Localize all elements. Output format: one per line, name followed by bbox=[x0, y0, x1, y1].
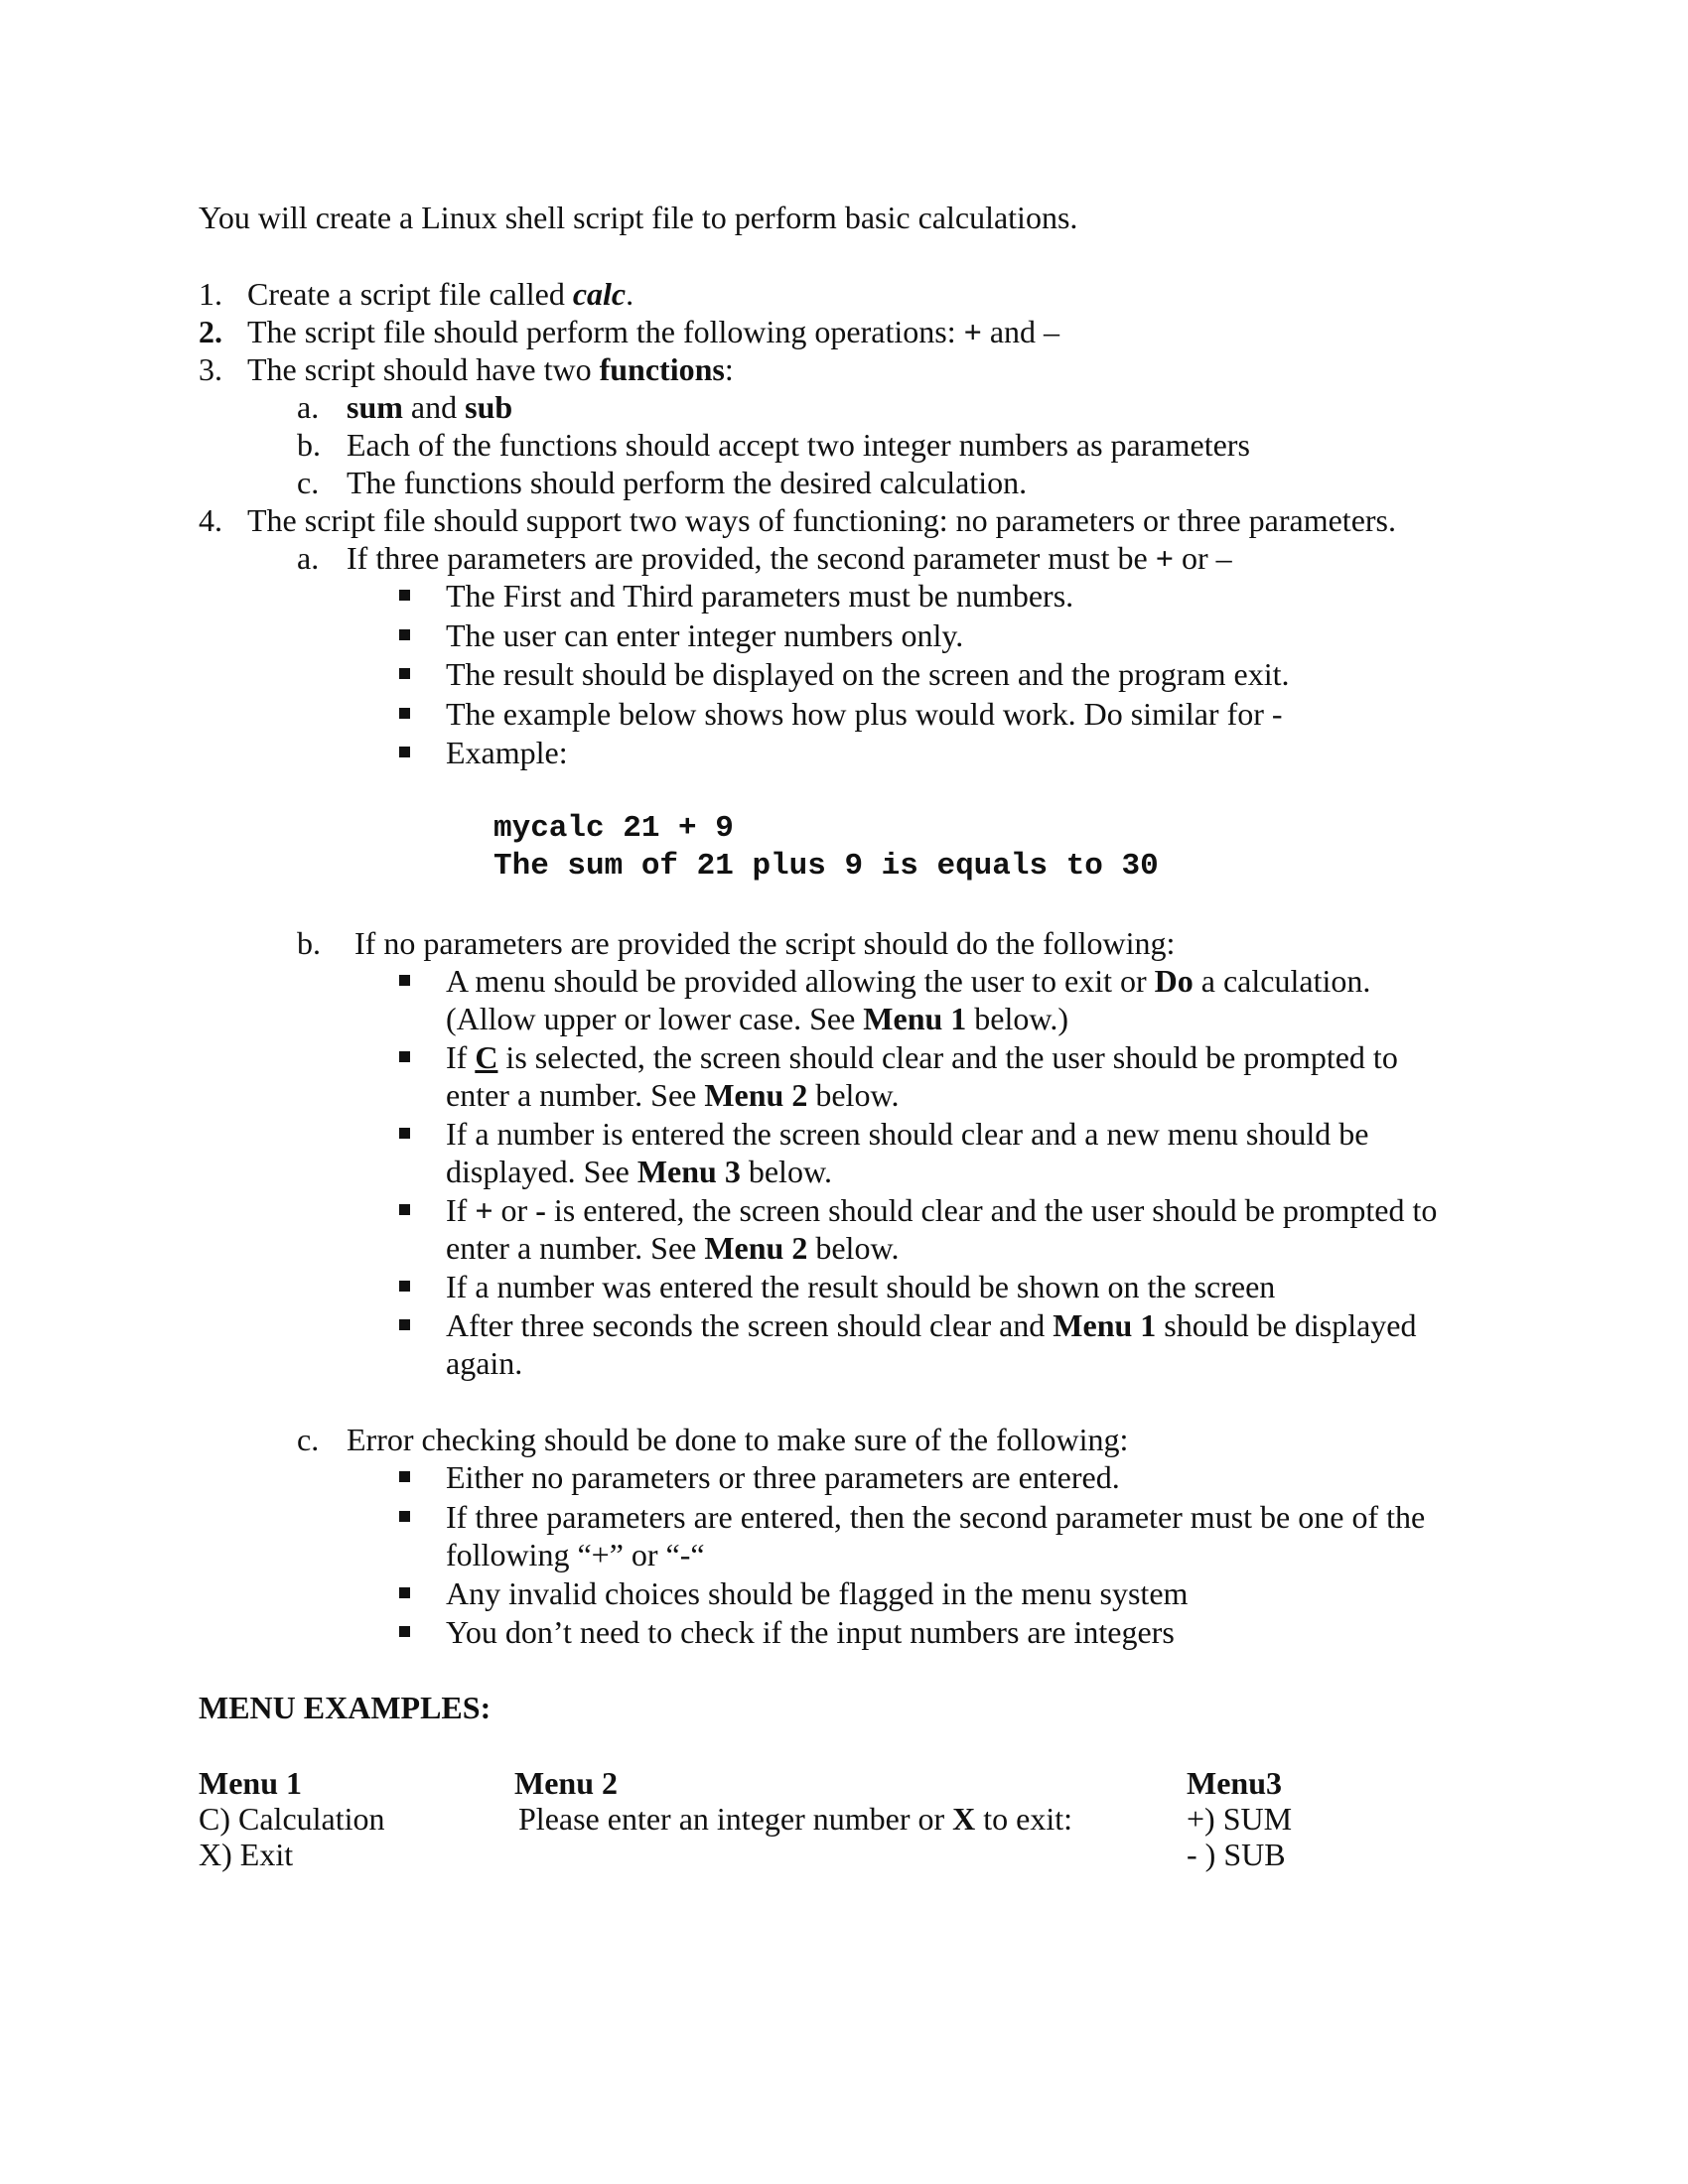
bullet-square bbox=[399, 708, 410, 719]
item-4-number: 4. bbox=[199, 502, 222, 538]
menu-1-option-exit: X) Exit bbox=[199, 1837, 294, 1872]
example-output: The sum of 21 plus 9 is equals to 30 bbox=[493, 849, 1159, 884]
bullet-a-5: Example: bbox=[446, 735, 568, 770]
bullet-square bbox=[399, 668, 410, 679]
bullet-square bbox=[399, 1128, 410, 1139]
bullet-c-1: Either no parameters or three parameters are entered. bbox=[446, 1459, 1120, 1495]
example-command: mycalc 21 + 9 bbox=[493, 811, 734, 846]
item-3-number: 3. bbox=[199, 351, 222, 387]
item-4b-text: If no parameters are provided the script should do the following: bbox=[354, 925, 1176, 961]
menu-1-option-calculation: C) Calculation bbox=[199, 1801, 385, 1837]
item-2-text: The script file should perform the following operations: + and – bbox=[247, 314, 1060, 349]
item-4c-text: Error checking should be done to make sure of the following: bbox=[347, 1422, 1129, 1457]
bullet-c-4: You don’t need to check if the input numbers are integers bbox=[446, 1614, 1175, 1650]
bullet-square bbox=[399, 747, 410, 757]
bullet-a-1: The First and Third parameters must be numbers. bbox=[446, 578, 1074, 614]
bullet-b-1-line-1: A menu should be provided allowing the user to exit or Do a calculation. bbox=[446, 963, 1371, 999]
menu-3-option-sum: +) SUM bbox=[1187, 1801, 1293, 1837]
bullet-c-2-line-2: following “+” or “-“ bbox=[446, 1537, 705, 1572]
menu-1-title: Menu 1 bbox=[199, 1765, 302, 1801]
bullet-c-3: Any invalid choices should be flagged in the menu system bbox=[446, 1575, 1189, 1611]
bullet-b-2-line-2: enter a number. See Menu 2 below. bbox=[446, 1077, 900, 1113]
menu-2-prompt: Please enter an integer number or X to exit: bbox=[518, 1801, 1073, 1837]
bullet-b-4-line-2: enter a number. See Menu 2 below. bbox=[446, 1230, 900, 1266]
bullet-b-6-line-1: After three seconds the screen should clear and Menu 1 should be displayed bbox=[446, 1307, 1417, 1343]
bullet-square bbox=[399, 1051, 410, 1062]
menu-examples-heading: MENU EXAMPLES: bbox=[199, 1690, 492, 1725]
bullet-square bbox=[399, 975, 410, 986]
bullet-a-2: The user can enter integer numbers only. bbox=[446, 617, 964, 653]
item-1-number: 1. bbox=[199, 276, 222, 312]
bullet-square bbox=[399, 1626, 410, 1637]
bullet-square bbox=[399, 590, 410, 601]
bullet-square bbox=[399, 1319, 410, 1330]
item-3c-letter: c. bbox=[297, 465, 320, 500]
bullet-square bbox=[399, 1587, 410, 1598]
bullet-c-2-line-1: If three parameters are entered, then the second parameter must be one of the bbox=[446, 1499, 1426, 1535]
bullet-square bbox=[399, 1204, 410, 1215]
menu-3-option-sub: - ) SUB bbox=[1187, 1837, 1286, 1872]
bullet-b-3-line-1: If a number is entered the screen should clear and a new menu should be bbox=[446, 1116, 1369, 1152]
bullet-b-2-line-1: If C is selected, the screen should clear and the user should be prompted to bbox=[446, 1039, 1398, 1075]
item-3b-letter: b. bbox=[297, 427, 321, 463]
bullet-b-5: If a number was entered the result should be shown on the screen bbox=[446, 1269, 1276, 1304]
item-3a-letter: a. bbox=[297, 389, 320, 425]
bullet-a-4: The example below shows how plus would work. Do similar for - bbox=[446, 696, 1283, 732]
bullet-square bbox=[399, 1471, 410, 1482]
bullet-square bbox=[399, 1281, 410, 1292]
bullet-b-3-line-2: displayed. See Menu 3 below. bbox=[446, 1154, 832, 1189]
bullet-a-3: The result should be displayed on the screen and the program exit. bbox=[446, 656, 1290, 692]
script-name: calc bbox=[572, 276, 627, 312]
bullet-square bbox=[399, 629, 410, 640]
item-3c-text: The functions should perform the desired calculation. bbox=[347, 465, 1028, 500]
item-4b-letter: b. bbox=[297, 925, 321, 961]
item-3b-text: Each of the functions should accept two integer numbers as parameters bbox=[347, 427, 1250, 463]
item-3-text: The script should have two functions: bbox=[247, 351, 734, 387]
intro-line: You will create a Linux shell script file to perform basic calculations. bbox=[199, 200, 1078, 235]
bullet-b-6-line-2: again. bbox=[446, 1345, 523, 1381]
item-3a-text: sum and sub bbox=[347, 389, 513, 425]
item-2-number: 2. bbox=[199, 314, 222, 349]
item-4-text: The script file should support two ways of functioning: no parameters or three parameters. bbox=[247, 502, 1396, 538]
menu-2-title: Menu 2 bbox=[514, 1765, 618, 1801]
item-1-text: Create a script file called calc. bbox=[247, 276, 634, 312]
bullet-b-1-line-2: (Allow upper or lower case. See Menu 1 below.) bbox=[446, 1001, 1069, 1036]
menu-3-title: Menu3 bbox=[1187, 1765, 1282, 1801]
item-4a-text: If three parameters are provided, the second parameter must be + or – bbox=[347, 540, 1232, 576]
item-4c-letter: c. bbox=[297, 1422, 320, 1457]
item-4a-letter: a. bbox=[297, 540, 320, 576]
bullet-b-4-line-1: If + or - is entered, the screen should clear and the user should be prompted to bbox=[446, 1192, 1438, 1228]
bullet-square bbox=[399, 1511, 410, 1522]
